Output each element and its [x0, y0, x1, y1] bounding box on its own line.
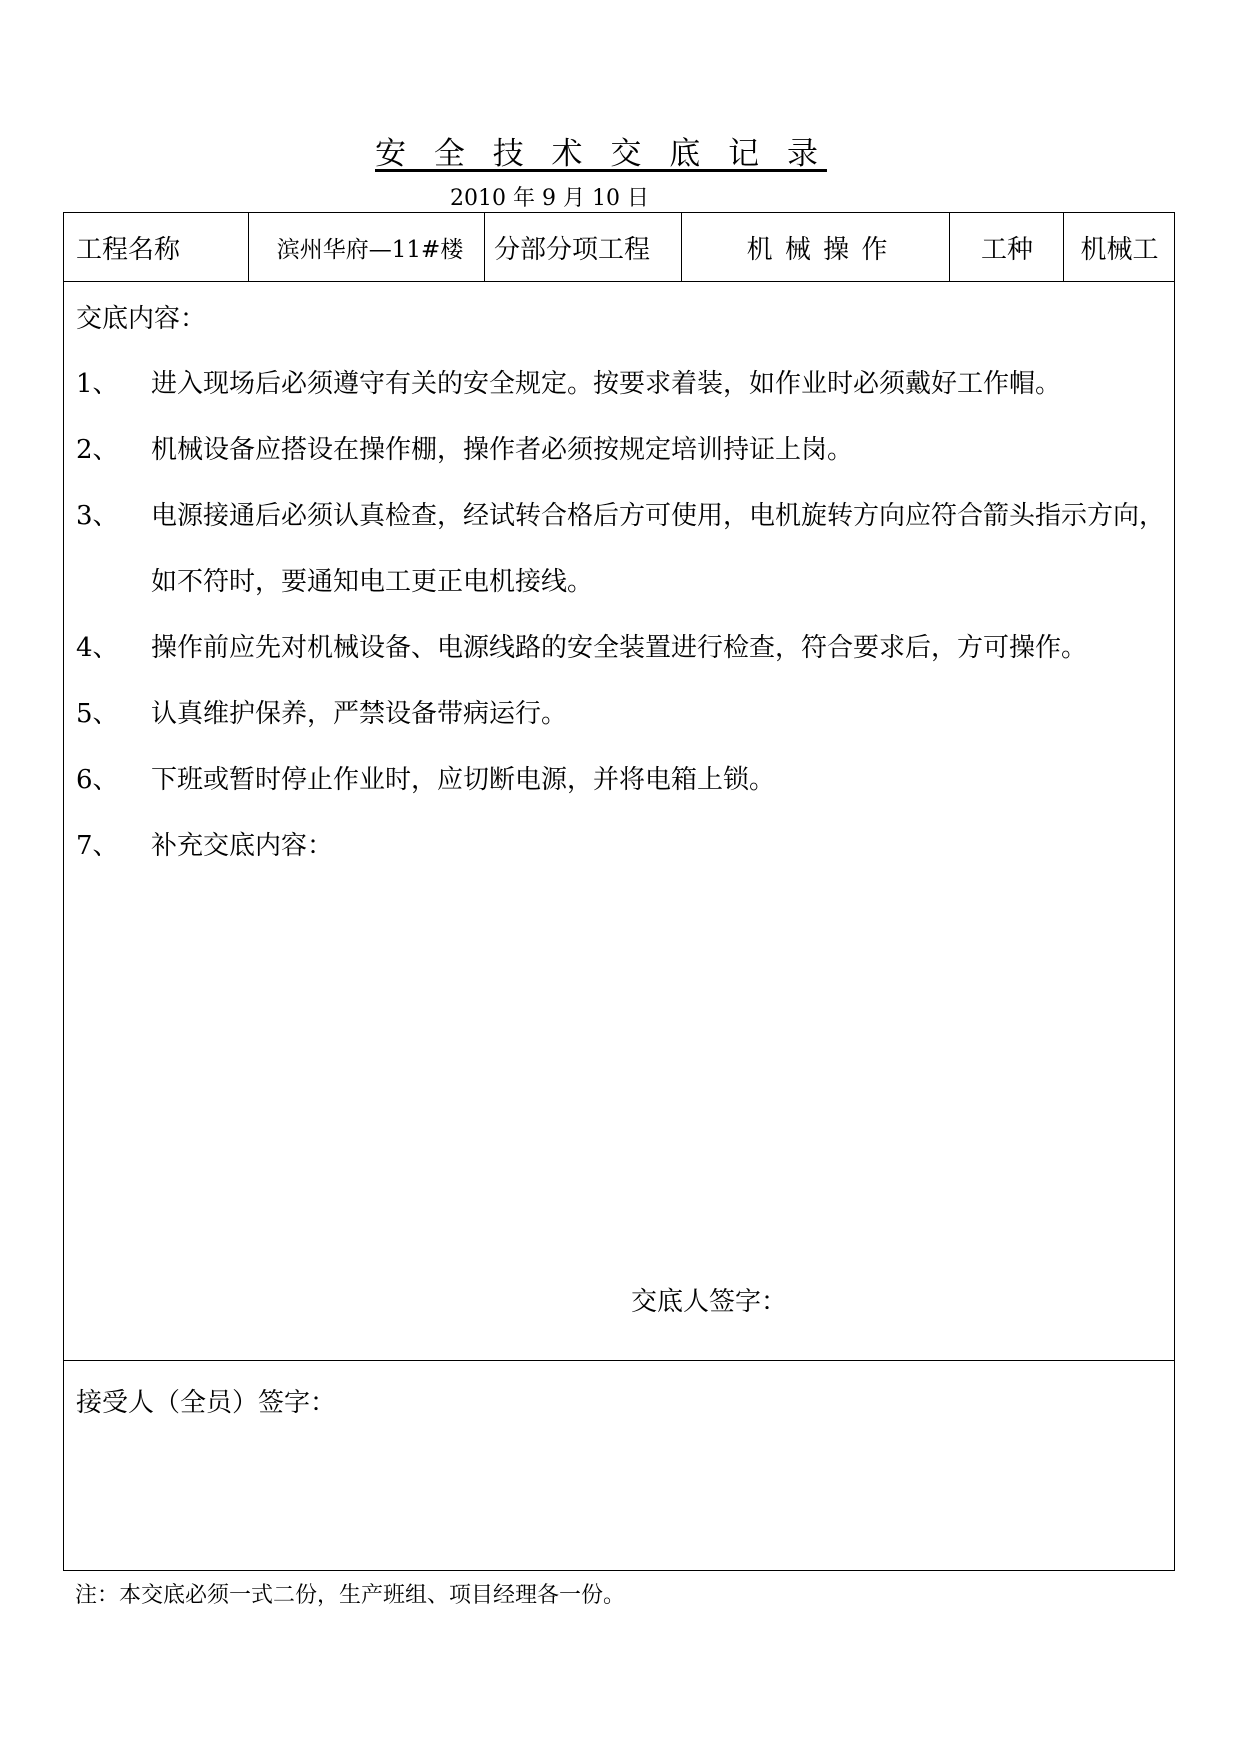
item-text: 补充交底内容：: [151, 831, 334, 861]
item-number: 2、: [76, 435, 119, 465]
item-text: 下班或暂时停止作业时，应切断电源，并将电箱上锁。: [151, 765, 776, 795]
divider: [1063, 213, 1064, 281]
content-label: 交底内容：: [76, 304, 207, 334]
item-number: 6、: [76, 765, 119, 795]
footer-note: 注：本交底必须一式二份，生产班组、项目经理各一份。: [75, 1583, 626, 1608]
content-section: [63, 281, 1175, 1361]
item-text: 电源接通后必须认真检查，经试转合格后方可使用，电机旋转方向应符合箭头指示方向，: [151, 501, 1166, 531]
trade-label: 工种: [980, 234, 1033, 265]
divider: [949, 213, 950, 281]
item-number: 3、: [76, 501, 119, 531]
document-title: 安 全 技 术 交 底 记 录: [375, 136, 827, 172]
project-label: 工程名称: [76, 234, 181, 265]
subproject-label: 分部分项工程: [494, 234, 651, 265]
item-text: 如不符时，要通知电工更正电机接线。: [151, 567, 594, 597]
divider: [681, 213, 682, 281]
item-number: 1、: [76, 369, 119, 399]
receiver-label: 接受人（全员）签字：: [76, 1388, 337, 1418]
item-text: 操作前应先对机械设备、电源线路的安全装置进行检查，符合要求后，方可操作。: [151, 633, 1088, 663]
item-text: 进入现场后必须遵守有关的安全规定。按要求着装，如作业时必须戴好工作帽。: [151, 369, 1062, 399]
divider: [484, 213, 485, 281]
item-text: 认真维护保养，严禁设备带病运行。: [151, 699, 568, 729]
project-value: 滨州华府—11#楼: [276, 236, 464, 263]
signer-label: 交底人签字：: [631, 1287, 788, 1317]
document-date: 2010 年 9 月 10 日: [450, 186, 649, 211]
item-number: 4、: [76, 633, 119, 663]
item-number: 7、: [76, 831, 119, 861]
item-text: 机械设备应搭设在操作棚，操作者必须按规定培训持证上岗。: [151, 435, 854, 465]
item-number: 5、: [76, 699, 119, 729]
header-row: [63, 212, 1175, 282]
trade-value: 机械工: [1080, 234, 1159, 265]
divider: [248, 213, 249, 281]
subproject-value: 机 械 操 作: [746, 234, 890, 265]
receiver-section: [63, 1360, 1175, 1571]
